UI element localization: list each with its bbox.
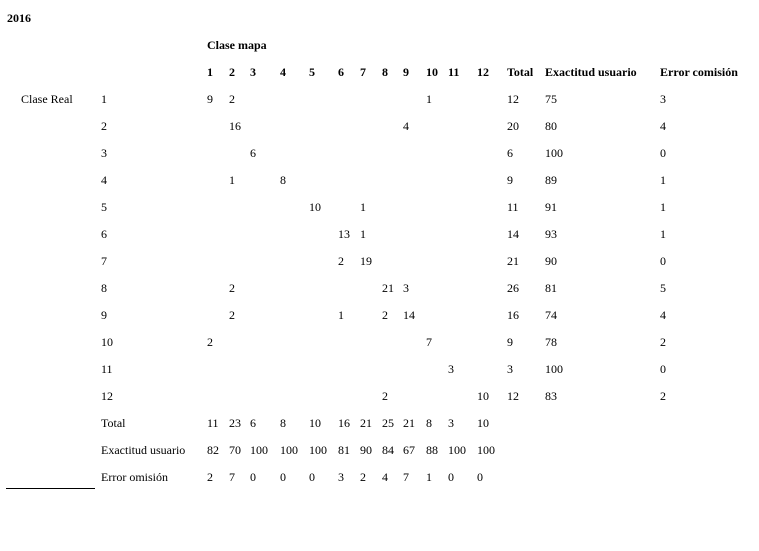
column-header: Total [507, 65, 534, 79]
matrix-cell: 1 [660, 227, 666, 241]
row-label: 1 [101, 92, 107, 106]
row-label: 6 [101, 227, 107, 241]
column-header: 11 [448, 65, 460, 79]
matrix-cell: 100 [250, 443, 268, 457]
row-label: 7 [101, 254, 107, 268]
matrix-cell: 6 [507, 146, 513, 160]
matrix-cell: 26 [507, 281, 519, 295]
matrix-cell: 0 [477, 470, 483, 484]
matrix-cell: 93 [545, 227, 557, 241]
matrix-cell: 88 [426, 443, 438, 457]
matrix-cell: 90 [545, 254, 557, 268]
column-header: 2 [229, 65, 235, 79]
matrix-cell: 3 [403, 281, 409, 295]
column-header: 4 [280, 65, 286, 79]
matrix-cell: 10 [477, 416, 489, 430]
matrix-cell: 70 [229, 443, 241, 457]
matrix-cell: 7 [403, 470, 409, 484]
matrix-cell: 4 [382, 470, 388, 484]
matrix-cell: 0 [280, 470, 286, 484]
matrix-cell: 21 [403, 416, 415, 430]
matrix-cell: 3 [338, 470, 344, 484]
matrix-cell: 16 [229, 119, 241, 133]
matrix-cell: 6 [250, 146, 256, 160]
row-label: 5 [101, 200, 107, 214]
matrix-cell: 19 [360, 254, 372, 268]
matrix-cell: 21 [507, 254, 519, 268]
matrix-cell: 89 [545, 173, 557, 187]
matrix-cell: 9 [507, 173, 513, 187]
column-header: 12 [477, 65, 489, 79]
matrix-cell: 7 [229, 470, 235, 484]
column-header: 9 [403, 65, 409, 79]
matrix-cell: 2 [207, 470, 213, 484]
matrix-cell: 20 [507, 119, 519, 133]
matrix-cell: 11 [507, 200, 519, 214]
matrix-cell: 8 [426, 416, 432, 430]
column-header: 1 [207, 65, 213, 79]
matrix-cell: 1 [426, 470, 432, 484]
matrix-cell: 75 [545, 92, 557, 106]
matrix-cell: 0 [250, 470, 256, 484]
matrix-cell: 2 [229, 308, 235, 322]
matrix-cell: 3 [448, 362, 454, 376]
matrix-cell: 100 [448, 443, 466, 457]
matrix-cell: 0 [660, 146, 666, 160]
matrix-cell: 10 [309, 200, 321, 214]
matrix-cell: 100 [477, 443, 495, 457]
matrix-cell: 2 [382, 389, 388, 403]
column-header: 6 [338, 65, 344, 79]
row-label: Total [101, 416, 126, 430]
matrix-cell: 6 [250, 416, 256, 430]
row-label: Exactitud usuario [101, 443, 186, 457]
column-header: 3 [250, 65, 256, 79]
matrix-cell: 1 [229, 173, 235, 187]
matrix-cell: 14 [403, 308, 415, 322]
matrix-cell: 10 [477, 389, 489, 403]
column-header: 7 [360, 65, 366, 79]
row-label: 8 [101, 281, 107, 295]
column-header: 10 [426, 65, 438, 79]
matrix-cell: 0 [660, 362, 666, 376]
matrix-cell: 2 [660, 335, 666, 349]
column-header: 8 [382, 65, 388, 79]
matrix-cell: 10 [309, 416, 321, 430]
row-label: 9 [101, 308, 107, 322]
row-label: Error omisión [101, 470, 168, 484]
matrix-cell: 21 [360, 416, 372, 430]
matrix-cell: 2 [382, 308, 388, 322]
matrix-cell: 9 [507, 335, 513, 349]
matrix-cell: 1 [660, 173, 666, 187]
matrix-cell: 84 [382, 443, 394, 457]
matrix-cell: 100 [545, 146, 563, 160]
matrix-cell: 11 [207, 416, 219, 430]
matrix-cell: 16 [507, 308, 519, 322]
matrix-cell: 8 [280, 416, 286, 430]
matrix-cell: 1 [360, 227, 366, 241]
matrix-cell: 8 [280, 173, 286, 187]
row-label: 4 [101, 173, 107, 187]
matrix-cell: 4 [403, 119, 409, 133]
row-label: 3 [101, 146, 107, 160]
year-title: 2016 [7, 11, 31, 25]
matrix-cell: 81 [545, 281, 557, 295]
matrix-cell: 100 [545, 362, 563, 376]
matrix-cell: 5 [660, 281, 666, 295]
row-label: 2 [101, 119, 107, 133]
clase-real-label: Clase Real [21, 92, 73, 106]
row-label: 10 [101, 335, 113, 349]
matrix-cell: 82 [207, 443, 219, 457]
matrix-cell: 13 [338, 227, 350, 241]
clase-mapa-header: Clase mapa [207, 38, 267, 52]
matrix-cell: 14 [507, 227, 519, 241]
column-header: 5 [309, 65, 315, 79]
matrix-cell: 91 [545, 200, 557, 214]
matrix-cell: 12 [507, 389, 519, 403]
column-header: Exactitud usuario [545, 65, 637, 79]
matrix-cell: 3 [448, 416, 454, 430]
matrix-cell: 25 [382, 416, 394, 430]
matrix-cell: 74 [545, 308, 557, 322]
matrix-cell: 3 [507, 362, 513, 376]
column-header: Error comisión [660, 65, 738, 79]
matrix-cell: 78 [545, 335, 557, 349]
matrix-cell: 2 [338, 254, 344, 268]
matrix-cell: 2 [660, 389, 666, 403]
matrix-cell: 1 [360, 200, 366, 214]
matrix-cell: 0 [660, 254, 666, 268]
matrix-cell: 1 [338, 308, 344, 322]
matrix-cell: 7 [426, 335, 432, 349]
matrix-cell: 83 [545, 389, 557, 403]
matrix-cell: 80 [545, 119, 557, 133]
matrix-cell: 67 [403, 443, 415, 457]
matrix-cell: 100 [309, 443, 327, 457]
row-label: 12 [101, 389, 113, 403]
matrix-cell: 0 [309, 470, 315, 484]
matrix-cell: 23 [229, 416, 241, 430]
matrix-cell: 12 [507, 92, 519, 106]
matrix-cell: 9 [207, 92, 213, 106]
matrix-cell: 2 [229, 281, 235, 295]
matrix-cell: 100 [280, 443, 298, 457]
matrix-cell: 2 [229, 92, 235, 106]
row-label: 11 [101, 362, 113, 376]
matrix-cell: 2 [360, 470, 366, 484]
matrix-cell: 21 [382, 281, 394, 295]
matrix-cell: 16 [338, 416, 350, 430]
matrix-cell: 4 [660, 119, 666, 133]
matrix-cell: 4 [660, 308, 666, 322]
table-bottom-rule [6, 488, 95, 489]
matrix-cell: 1 [426, 92, 432, 106]
matrix-cell: 90 [360, 443, 372, 457]
matrix-cell: 81 [338, 443, 350, 457]
matrix-cell: 3 [660, 92, 666, 106]
matrix-cell: 1 [660, 200, 666, 214]
matrix-cell: 2 [207, 335, 213, 349]
matrix-cell: 0 [448, 470, 454, 484]
